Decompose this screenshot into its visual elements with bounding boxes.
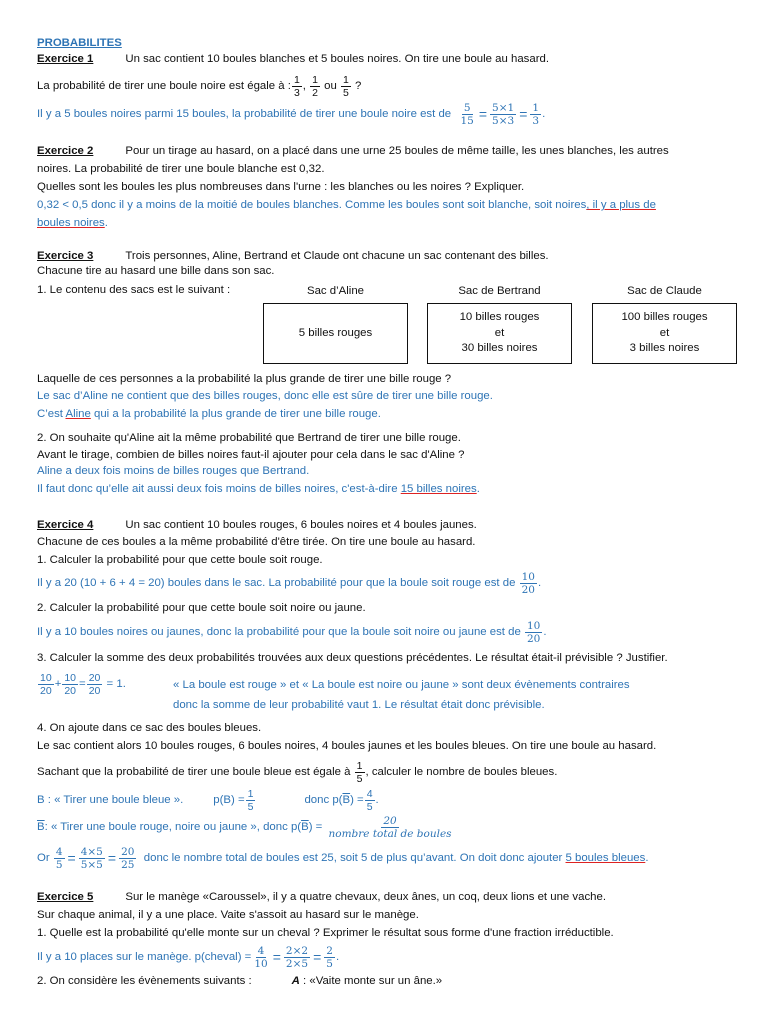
ex4-q1: 1. Calculer la probabilité pour que cette boule soit rouge.: [37, 554, 323, 566]
ex4-q4c: Sachant que la probabilité de tirer une boule bleue est égale à $\frac{1}{5}$ , calculer le nombre de boules bleues.: [37, 759, 558, 785]
sac-claude-title: Sac de Claude: [627, 285, 702, 297]
ex2-answer-line2: boules noires.: [37, 217, 108, 229]
ex4-sum: $\frac{10}{20}$ + $\frac{10}{20}$ = $\frac{20}{20}$ = 1.: [40, 671, 126, 697]
ex5-line2: Sur chaque animal, il y a une place. Vaite s'assoit au hasard sur le manège.: [37, 909, 419, 921]
page-title: PROBABILITES: [37, 37, 122, 49]
ex3-intro: Exercice 3 Trois personnes, Aline, Bertrand et Claude ont chacune un sac contenant des billes.: [37, 250, 549, 262]
ex3-line2: Chacune tire au hasard une bille dans son sac.: [37, 265, 275, 277]
ex3-q2b: Avant le tirage, combien de billes noires faut-il ajouter pour cela dans le sac d'Aline ?: [37, 449, 465, 461]
ex4-bbar-def: $\overline{B}$ : « Tirer une boule rouge, noire ou jaune », donc p( $\overline{B}$ ) = $\frac{20}{\text{nombre total de boules}}$: [37, 814, 452, 840]
choice-1-2: $\frac{1}{2}$: [312, 73, 318, 99]
frac-5-15: $\frac{5}{15}$: [460, 101, 474, 127]
ex3-q2: 2. On souhaite qu'Aline ait la même probabilité que Bertrand de tirer une bille rouge.: [37, 432, 461, 444]
ex4-a2: Il y a 10 boules noires ou jaunes, donc la probabilité pour que la boule soit noire ou jaune est de $\frac{10}{20}$ .: [37, 619, 547, 645]
ex4-q4b: Le sac contient alors 10 boules rouges, 6 boules noires, 4 boules jaunes et les boules bleues. On tire une boule au hasard.: [37, 740, 657, 752]
ex3-a2: Aline a deux fois moins de billes rouges que Bertrand.: [37, 465, 310, 477]
ex2-line2: noires. La probabilité de tirer une boule blanche est 0,32.: [37, 163, 325, 175]
choice-1-3: $\frac{1}{3}$: [293, 73, 300, 99]
ex4-a3b: donc la somme de leur probabilité vaut 1. Le résultat était donc prévisible.: [173, 699, 545, 711]
ex1-intro: Exercice 1 Un sac contient 10 boules blanches et 5 boules noires. On tire une boule au hasard.: [37, 53, 550, 65]
ex2-question: Quelles sont les boules les plus nombreuses dans l'urne : les blanches ou les noires ? Expliquer.: [37, 181, 525, 193]
sac-aline-box: 5 billes rouges: [263, 303, 408, 364]
choice-1-5: $\frac{1}{5}$: [342, 73, 349, 99]
ex2-intro: Exercice 2 Pour un tirage au hasard, on a placé dans une urne 25 boules de même taille, les unes blanches, les autres: [37, 145, 669, 157]
sac-bertrand-title: Sac de Bertrand: [458, 285, 541, 297]
ex5-intro: Exercice 5 Sur le manège «Caroussel», il y a quatre chevaux, deux ânes, un coq, deux lions et une vache.: [37, 891, 606, 903]
ex5-q2: 2. On considère les évènements suivants : A : «Vaite monte sur un âne.»: [37, 975, 443, 987]
ex4-a1: Il y a 20 (10 + 6 + 4 = 20) boules dans le sac. La probabilité pour que la boule soit rouge est de $\frac{10}{20}$ .: [37, 570, 542, 596]
frac-5x1-5x3: $\frac{5\times 1}{5\times 3}$: [492, 101, 515, 127]
ex4-q2: 2. Calculer la probabilité pour que cette boule soit noire ou jaune.: [37, 602, 366, 614]
ex5-q1: 1. Quelle est la probabilité qu'elle monte sur un cheval ? Exprimer le résultat sous forme d'une fraction irréductible.: [37, 927, 614, 939]
ex4-b-def: B : « Tirer une boule bleue ». p(B) = $\frac{1}{5}$ donc p( $\overline{B}$ ) = $\frac{4}{5}$ .: [37, 787, 379, 813]
ex3-a2b: Il faut donc qu’elle ait aussi deux fois moins de billes noires, c'est-à-dire 15 billes noires.: [37, 483, 480, 495]
sac-bertrand-box: 10 billes rouges et 30 billes noires: [427, 303, 572, 364]
sac-aline-title: Sac d’Aline: [307, 285, 364, 297]
ex4-intro: Exercice 4 Un sac contient 10 boules rouges, 6 boules noires et 4 boules jaunes.: [37, 519, 477, 531]
ex4-q3: 3. Calculer la somme des deux probabilités trouvées aux deux questions précédentes. Le résultat était-il prévisible ? Justifier.: [37, 652, 668, 664]
ex3-q1: 1. Le contenu des sacs est le suivant :: [37, 284, 231, 296]
ex1-answer: Il y a 5 boules noires parmi 15 boules, la probabilité de tirer une boule noire est de $\frac{5}{15}$ = $\frac{5\times 1}{5\times 3}$ = $\frac{1}{3}$ .: [37, 101, 546, 127]
ex2-answer-line1: 0,32 < 0,5 donc il y a moins de la moitié de boules blanches. Comme les boules sont soit blanche, soit noires, il y a plus de: [37, 199, 656, 211]
ex3-a1: Le sac d’Aline ne contient que des billes rouges, donc elle est sûre de tirer une bille rouge.: [37, 390, 493, 402]
ex4-a3a: « La boule est rouge » et « La boule est noire ou jaune » sont deux évènements contraires: [173, 679, 630, 691]
ex3-q1b: Laquelle de ces personnes a la probabilité la plus grande de tirer une bille rouge ?: [37, 373, 452, 385]
frac-1-3: $\frac{1}{3}$: [532, 101, 540, 127]
ex3-a1b: C’est Aline qui a la probabilité la plus grande de tirer une bille rouge.: [37, 408, 381, 420]
ex4-or-line: Or $\frac{4}{5}$ = $\frac{4\times 5}{5\times 5}$ = $\frac{20}{25}$ donc le nombre total de boules est 25, soit 5 de plus qu’avant. On doit donc ajouter 5 boules bleues .: [37, 845, 649, 871]
ex5-a1: Il y a 10 places sur le manège. p(cheval) = $\frac{4}{10}$ = $\frac{2\times 2}{2\times 5}$ = $\frac{2}{5}$ .: [37, 944, 340, 970]
ex1-question: La probabilité de tirer une boule noire est égale à : $\frac{1}{3}$ , $\frac{1}{2}$ ou $\frac{1}{5}$ ?: [37, 73, 362, 99]
sac-claude-box: 100 billes rouges et 3 billes noires: [592, 303, 737, 364]
ex4-q4: 4. On ajoute dans ce sac des boules bleues.: [37, 722, 262, 734]
ex4-line2: Chacune de ces boules a la même probabilité d'être tirée. On tire une boule au hasard.: [37, 536, 476, 548]
